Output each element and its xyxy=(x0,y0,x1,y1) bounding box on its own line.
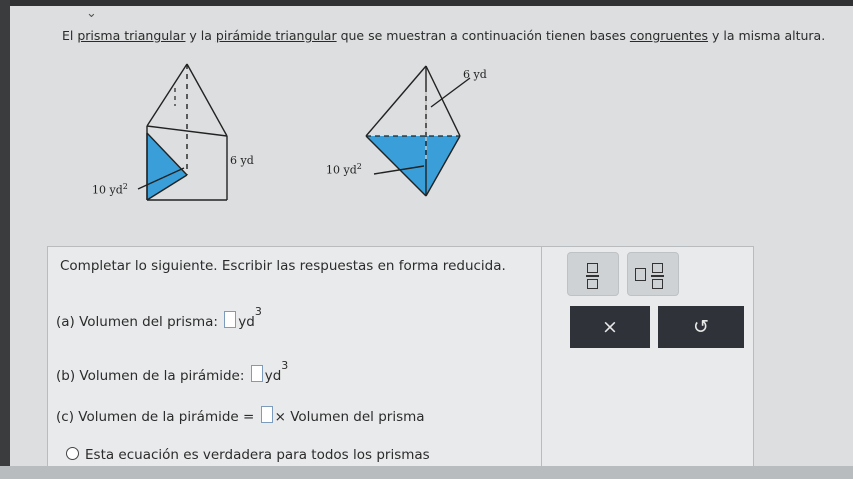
mixed-number-whole-icon xyxy=(635,268,646,281)
pyramid-base-area-label: 10 $yd^2$ xyxy=(326,162,362,177)
fraction-button[interactable] xyxy=(567,252,619,296)
question-c-text-left: Volumen de la pirámide = xyxy=(78,409,255,425)
option-all-prisms[interactable] xyxy=(66,447,430,463)
link-congruentes[interactable]: congruentes xyxy=(629,28,709,43)
fraction-icon xyxy=(586,263,599,289)
mixed-number-button[interactable] xyxy=(627,252,679,296)
undo-button[interactable] xyxy=(658,306,744,348)
radio-icon[interactable] xyxy=(66,447,79,460)
unit-b: yd xyxy=(264,368,282,384)
prism-base-triangle xyxy=(147,133,187,200)
undo-icon: ↺ xyxy=(693,316,709,338)
question-c-label: (c) xyxy=(56,409,74,425)
clear-button[interactable] xyxy=(570,306,650,348)
prism-height-label: 6 yd xyxy=(230,154,254,167)
question-a-label: (a) xyxy=(56,314,75,330)
link-prisma-triangular[interactable]: prisma triangular xyxy=(77,28,186,43)
unit-exp-a: 3 xyxy=(254,305,262,318)
question-c xyxy=(56,406,425,425)
question-a xyxy=(56,305,262,330)
bottom-strip xyxy=(0,466,853,479)
answer-input-b[interactable] xyxy=(251,365,263,382)
answer-input-a[interactable] xyxy=(224,311,236,328)
pyramid-height-label: 6 yd xyxy=(463,68,487,81)
question-instruction: Completar lo siguiente. Escribir las respuestas en forma reducida. xyxy=(60,258,506,274)
mixed-number-fraction-icon xyxy=(651,263,664,289)
collapse-chevron-icon[interactable]: ⌄ xyxy=(86,6,97,21)
question-b xyxy=(56,359,288,384)
answer-input-c[interactable] xyxy=(261,406,273,423)
clear-x-icon: × xyxy=(602,316,618,338)
top-band xyxy=(0,0,853,6)
pyramid-figure xyxy=(328,62,508,202)
problem-statement: El prisma triangular y la pirámide triangular que se muestran a continuación tienen bases congruentes y la misma altura. xyxy=(62,28,826,43)
prism-figure xyxy=(80,58,270,218)
question-a-text: Volumen del prisma: xyxy=(79,314,218,330)
left-edge xyxy=(0,0,10,479)
panel-divider xyxy=(541,246,542,466)
question-b-label: (b) xyxy=(56,368,76,384)
pyramid-drawing xyxy=(328,62,508,202)
link-piramide-triangular[interactable]: pirámide triangular xyxy=(215,28,337,43)
unit-exp-b: 3 xyxy=(281,359,289,372)
question-b-text: Volumen de la pirámide: xyxy=(79,368,245,384)
unit-a: yd xyxy=(238,314,255,330)
times-symbol: × xyxy=(274,409,286,425)
prism-base-area-label: 10 $yd^2$ xyxy=(92,182,128,197)
option-text: Esta ecuación es verdadera para todos los prismas xyxy=(85,447,430,463)
pyramid-base-triangle xyxy=(366,136,460,196)
question-c-text-right: Volumen del prisma xyxy=(290,409,425,425)
